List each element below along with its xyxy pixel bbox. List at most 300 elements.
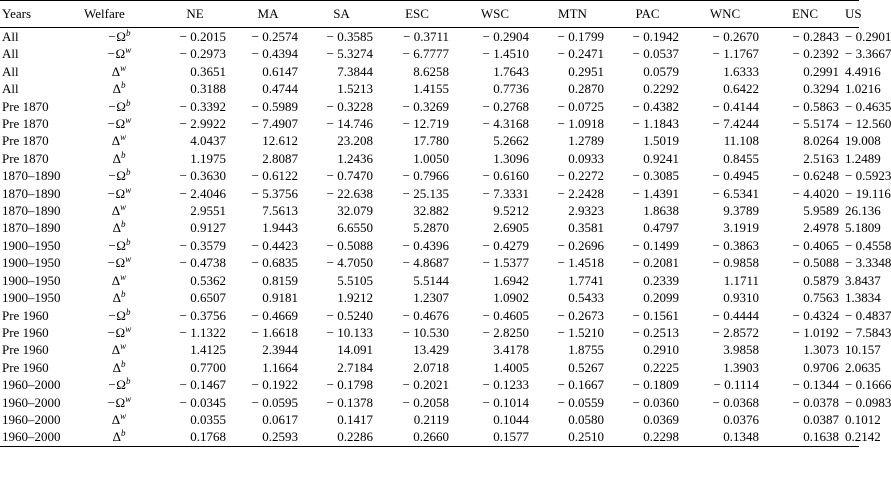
cell-us: 1.3834 <box>845 290 881 306</box>
welfare-symbol: Δ <box>111 203 121 219</box>
cell-pac: − 0.1942 <box>632 29 679 44</box>
cell-ne: − 1.1322 <box>179 324 226 340</box>
cell-sa: 2.7184 <box>337 359 373 375</box>
cell-enc: − 4.4020 <box>792 185 839 201</box>
cell-pac: 0.2298 <box>643 429 679 445</box>
cell-mtn: − 0.2471 <box>557 46 604 62</box>
welfare-superscript: b <box>120 149 126 160</box>
cell-us: − 3.3348 <box>845 255 891 271</box>
cell-ma: − 0.6835 <box>251 255 298 271</box>
table-body <box>0 28 891 447</box>
cell-enc: 0.9706 <box>803 359 839 375</box>
cell-esc: 0.2660 <box>413 429 449 445</box>
cell-esc: 13.429 <box>413 342 449 358</box>
cell-wsc: 1.0902 <box>493 290 529 306</box>
cell-ne: − 0.3579 <box>179 237 226 253</box>
cell-ne: 1.4125 <box>190 342 226 358</box>
cell-esc: − 4.8687 <box>402 255 449 271</box>
welfare-symbol: Ω <box>115 116 126 132</box>
cell-us: 0.2142 <box>845 429 881 445</box>
welfare-superscript: b <box>125 97 131 108</box>
cell-enc: 0.3294 <box>803 81 839 97</box>
cell-us: 1.2489 <box>845 150 881 166</box>
table-row <box>0 254 859 271</box>
welfare-symbol: Δ <box>112 220 121 236</box>
cell-esc: − 25.135 <box>402 185 449 201</box>
row-welfare <box>80 185 158 202</box>
table-row <box>0 45 859 62</box>
cell-enc: − 0.2843 <box>792 29 839 44</box>
cell-wsc: − 0.1233 <box>482 377 529 393</box>
table-row <box>0 411 859 428</box>
header-row <box>0 1 859 28</box>
cell-wnc: − 0.3863 <box>712 237 759 253</box>
cell-ne: 0.0355 <box>190 411 226 427</box>
row-years: Pre 1870 <box>2 150 49 166</box>
welfare-sign: − <box>106 185 116 201</box>
cell-wnc: 1.3903 <box>723 359 759 375</box>
cell-enc: 8.0264 <box>803 133 839 149</box>
header-sa: SA <box>333 6 350 22</box>
row-welfare <box>80 359 158 376</box>
cell-wnc: 0.9310 <box>723 290 759 306</box>
cell-mtn: − 1.0918 <box>557 116 604 132</box>
cell-ma: 0.2593 <box>262 429 298 445</box>
cell-ne: − 0.1467 <box>179 377 226 393</box>
cell-enc: 0.7563 <box>803 290 839 306</box>
header-wnc: WNC <box>709 6 741 22</box>
cell-sa: − 0.1798 <box>326 377 373 393</box>
cell-sa: 23.208 <box>337 133 373 149</box>
row-welfare <box>80 150 158 167</box>
cell-mtn: − 2.2428 <box>557 185 604 201</box>
cell-wsc: 1.4005 <box>493 359 529 375</box>
cell-ma: 2.8087 <box>262 150 298 166</box>
welfare-superscript: w <box>120 410 127 421</box>
welfare-superscript: b <box>120 219 126 230</box>
cell-ne: 0.1768 <box>190 429 226 445</box>
cell-pac: 0.2339 <box>643 272 679 288</box>
cell-ma: 7.5613 <box>262 203 298 219</box>
cell-us: − 7.5843 <box>845 324 891 340</box>
cell-us: − 3.3667 <box>845 46 891 62</box>
cell-pac: 0.2292 <box>643 81 679 97</box>
cell-pac: − 0.1561 <box>632 307 679 323</box>
cell-esc: 1.4155 <box>413 81 449 97</box>
cell-us: 3.8437 <box>845 272 881 288</box>
row-years: 1870–1890 <box>2 185 61 201</box>
row-years: 1870–1890 <box>2 203 61 219</box>
cell-ma: 1.9443 <box>262 220 298 236</box>
cell-sa: − 14.746 <box>326 116 373 132</box>
row-years: All <box>2 29 19 44</box>
row-years: 1870–1890 <box>2 220 61 236</box>
cell-sa: − 0.3228 <box>326 98 373 114</box>
cell-ma: − 0.0595 <box>251 394 298 410</box>
header-mtn: MTN <box>558 6 587 22</box>
cell-enc: − 0.4324 <box>792 307 839 323</box>
cell-sa: − 22.638 <box>326 185 373 201</box>
row-years: All <box>2 46 19 62</box>
cell-pac: 0.0579 <box>643 63 679 79</box>
cell-us: − 12.560 <box>845 116 891 132</box>
cell-enc: 0.1638 <box>803 429 839 445</box>
table-row <box>0 376 859 393</box>
cell-enc: 2.5163 <box>803 150 839 166</box>
header-pac: PAC <box>635 6 660 22</box>
header-enc: ENC <box>792 6 818 22</box>
welfare-sign: − <box>106 255 116 271</box>
row-welfare <box>80 202 158 219</box>
header-years: Years <box>2 6 32 22</box>
cell-esc: 8.6258 <box>413 63 449 79</box>
cell-ma: − 7.4907 <box>251 116 298 132</box>
row-welfare <box>80 307 158 324</box>
cell-us: − 0.4837 <box>845 307 891 323</box>
table-row <box>0 63 859 80</box>
welfare-symbol: Ω <box>116 168 126 184</box>
cell-ne: 0.9127 <box>190 220 226 236</box>
cell-enc: − 1.0192 <box>792 324 839 340</box>
row-welfare <box>80 394 158 411</box>
table-row <box>0 115 859 132</box>
cell-sa: − 0.3585 <box>326 29 373 44</box>
cell-pac: − 0.0360 <box>632 394 679 410</box>
row-welfare <box>80 98 158 115</box>
header-wsc: WSC <box>480 6 510 22</box>
cell-ma: 1.1664 <box>262 359 298 375</box>
cell-wnc: − 1.1767 <box>712 46 759 62</box>
row-years: 1960–2000 <box>2 411 61 427</box>
row-welfare <box>80 132 158 149</box>
table-row <box>0 324 859 341</box>
row-welfare <box>80 411 158 428</box>
table-row <box>0 150 859 167</box>
welfare-sign: − <box>107 307 117 323</box>
cell-wsc: 0.1577 <box>493 429 529 445</box>
cell-ne: − 0.0345 <box>179 394 226 410</box>
cell-ma: − 0.1922 <box>251 377 298 393</box>
cell-us: − 19.116 <box>845 185 891 201</box>
cell-wsc: 1.7643 <box>493 63 529 79</box>
cell-enc: 0.0387 <box>803 411 839 427</box>
cell-sa: − 4.7050 <box>326 255 373 271</box>
cell-wsc: 3.4178 <box>493 342 529 358</box>
welfare-symbol: Δ <box>111 411 121 427</box>
table-row <box>0 28 859 46</box>
cell-sa: 32.079 <box>337 203 373 219</box>
cell-wsc: − 0.4605 <box>482 307 529 323</box>
welfare-superscript: b <box>125 236 131 247</box>
cell-sa: 0.2286 <box>337 429 373 445</box>
welfare-symbol: Ω <box>116 377 126 393</box>
cell-enc: − 0.6248 <box>792 168 839 184</box>
cell-wnc: 9.3789 <box>723 203 759 219</box>
cell-ne: − 0.3630 <box>179 168 226 184</box>
cell-mtn: − 1.4518 <box>557 255 604 271</box>
cell-sa: 14.091 <box>337 342 373 358</box>
cell-us: − 0.5923 <box>845 168 891 184</box>
cell-enc: − 0.2392 <box>792 46 839 62</box>
cell-wnc: − 0.4444 <box>712 307 759 323</box>
cell-sa: − 0.5240 <box>326 307 373 323</box>
cell-esc: 1.2307 <box>413 290 449 306</box>
welfare-symbol: Δ <box>112 150 121 166</box>
cell-sa: − 0.7470 <box>326 168 373 184</box>
row-years: Pre 1960 <box>2 342 49 358</box>
cell-wsc: − 0.2768 <box>482 98 529 114</box>
cell-sa: 1.9212 <box>337 290 373 306</box>
row-welfare <box>80 272 158 289</box>
cell-mtn: − 0.2696 <box>557 237 604 253</box>
cell-ma: − 0.5989 <box>251 98 298 114</box>
cell-mtn: 1.2789 <box>568 133 604 149</box>
row-welfare <box>80 324 158 341</box>
cell-wsc: − 0.4279 <box>482 237 529 253</box>
welfare-symbol: Δ <box>112 290 121 306</box>
cell-us: − 0.0983 <box>845 394 891 410</box>
header-esc: ESC <box>405 6 429 22</box>
cell-ne: 1.1975 <box>190 150 226 166</box>
cell-us: 26.136 <box>845 203 881 219</box>
cell-mtn: 1.8755 <box>568 342 604 358</box>
cell-wnc: − 7.4244 <box>712 116 759 132</box>
cell-enc: 0.2991 <box>803 63 839 79</box>
cell-us: − 0.1666 <box>845 377 891 393</box>
table-row <box>0 341 859 358</box>
welfare-sign: − <box>107 237 117 253</box>
welfare-superscript: w <box>125 254 132 265</box>
cell-pac: 0.2225 <box>643 359 679 375</box>
cell-enc: − 5.5174 <box>792 116 839 132</box>
table-row <box>0 289 859 306</box>
row-years: Pre 1960 <box>2 307 49 323</box>
cell-wsc: 0.7736 <box>493 81 529 97</box>
table-row <box>0 185 859 202</box>
row-years: 1870–1890 <box>2 168 61 184</box>
cell-mtn: 0.3581 <box>568 220 604 236</box>
cell-pac: − 0.2513 <box>632 324 679 340</box>
row-years: Pre 1960 <box>2 324 49 340</box>
cell-esc: − 0.4676 <box>402 307 449 323</box>
cell-wnc: − 2.8572 <box>712 324 759 340</box>
table-row <box>0 202 859 219</box>
cell-us: 10.157 <box>845 342 881 358</box>
cell-ma: 2.3944 <box>262 342 298 358</box>
cell-enc: − 0.5088 <box>792 255 839 271</box>
cell-esc: 0.2119 <box>413 411 449 427</box>
cell-mtn: − 1.5210 <box>557 324 604 340</box>
cell-sa: − 10.133 <box>326 324 373 340</box>
table-row <box>0 98 859 115</box>
cell-mtn: − 0.0559 <box>557 394 604 410</box>
table-row <box>0 219 859 236</box>
cell-esc: − 0.2058 <box>402 394 449 410</box>
cell-pac: − 0.0537 <box>632 46 679 62</box>
cell-pac: − 1.1843 <box>632 116 679 132</box>
welfare-superscript: b <box>120 358 126 369</box>
welfare-symbol: Ω <box>115 255 126 271</box>
welfare-superscript: w <box>125 115 132 126</box>
cell-ma: 0.4744 <box>262 81 298 97</box>
table-row <box>0 394 859 411</box>
welfare-superscript: w <box>125 393 132 404</box>
cell-wsc: 1.6942 <box>493 272 529 288</box>
welfare-superscript: b <box>125 376 131 387</box>
cell-ne: 0.3651 <box>190 63 226 79</box>
welfare-symbol: Δ <box>112 359 121 375</box>
cell-sa: 0.1417 <box>337 411 373 427</box>
welfare-superscript: b <box>125 306 131 317</box>
row-welfare <box>80 115 158 132</box>
row-years: All <box>2 81 19 97</box>
cell-us: − 0.2901 <box>845 29 891 44</box>
cell-esc: 1.0050 <box>413 150 449 166</box>
cell-ma: 0.9181 <box>262 290 298 306</box>
cell-mtn: 1.7741 <box>568 272 604 288</box>
row-years: Pre 1870 <box>2 116 49 132</box>
row-welfare <box>80 63 158 80</box>
cell-esc: − 0.3269 <box>402 98 449 114</box>
welfare-sign: − <box>107 377 117 393</box>
row-years: All <box>2 63 19 79</box>
cell-pac: 0.0369 <box>643 411 679 427</box>
table-row <box>0 272 859 289</box>
cell-wnc: − 0.1114 <box>713 377 759 393</box>
row-years: 1960–2000 <box>2 429 61 445</box>
cell-ne: − 2.4046 <box>179 185 226 201</box>
cell-us: − 0.4558 <box>845 237 891 253</box>
cell-pac: − 1.4391 <box>632 185 679 201</box>
cell-ma: − 0.6122 <box>251 168 298 184</box>
cell-wnc: 1.6333 <box>723 63 759 79</box>
cell-ne: − 0.2015 <box>179 29 226 44</box>
table-row <box>0 132 859 149</box>
welfare-symbol: Ω <box>115 46 126 62</box>
cell-wnc: 0.8455 <box>723 150 759 166</box>
cell-wnc: 0.6422 <box>723 81 759 97</box>
cell-mtn: 0.2510 <box>568 429 604 445</box>
row-welfare <box>80 289 158 306</box>
cell-enc: 0.5879 <box>803 272 839 288</box>
cell-us: − 0.4635 <box>845 98 891 114</box>
cell-sa: 1.2436 <box>337 150 373 166</box>
cell-sa: 7.3844 <box>337 63 373 79</box>
row-years: 1960–2000 <box>2 377 61 393</box>
welfare-sign: − <box>107 29 117 44</box>
row-welfare <box>80 254 158 271</box>
table-row <box>0 307 859 324</box>
cell-enc: 1.3073 <box>803 342 839 358</box>
cell-wsc: − 0.1014 <box>482 394 529 410</box>
welfare-symbol: Ω <box>115 185 126 201</box>
cell-wsc: − 4.3168 <box>482 116 529 132</box>
welfare-superscript: w <box>120 271 127 282</box>
cell-ma: − 0.4423 <box>251 237 298 253</box>
cell-sa: 1.5213 <box>337 81 373 97</box>
cell-us: 5.1809 <box>845 220 881 236</box>
row-years: Pre 1870 <box>2 133 49 149</box>
cell-mtn: 2.9323 <box>568 203 604 219</box>
cell-ne: − 0.2973 <box>179 46 226 62</box>
row-welfare <box>80 376 158 393</box>
row-welfare <box>80 341 158 358</box>
cell-us: 0.1012 <box>845 411 881 427</box>
cell-ma: 12.612 <box>262 133 298 149</box>
cell-mtn: 0.2951 <box>568 63 604 79</box>
cell-ne: 0.5362 <box>190 272 226 288</box>
cell-esc: − 10.530 <box>402 324 449 340</box>
welfare-superscript: b <box>125 28 131 38</box>
welfare-superscript: b <box>120 80 126 91</box>
welfare-superscript: w <box>120 202 127 213</box>
cell-wnc: − 0.4945 <box>712 168 759 184</box>
cell-esc: 17.780 <box>413 133 449 149</box>
welfare-superscript: w <box>120 341 127 352</box>
cell-esc: 5.2870 <box>413 220 449 236</box>
welfare-sign: − <box>107 98 117 114</box>
welfare-superscript: w <box>120 132 127 143</box>
welfare-superscript: w <box>125 184 132 195</box>
cell-wnc: − 0.2670 <box>712 29 759 44</box>
row-welfare <box>80 45 158 62</box>
row-years: Pre 1960 <box>2 359 49 375</box>
cell-enc: − 0.4065 <box>792 237 839 253</box>
welfare-symbol: Ω <box>115 394 126 410</box>
cell-pac: 0.9241 <box>643 150 679 166</box>
welfare-symbol: Δ <box>112 81 121 97</box>
row-welfare <box>80 80 158 97</box>
cell-mtn: − 0.2272 <box>557 168 604 184</box>
cell-enc: − 0.1344 <box>792 377 839 393</box>
cell-pac: − 0.1499 <box>632 237 679 253</box>
cell-esc: − 0.3711 <box>403 29 449 44</box>
cell-ne: 0.3188 <box>190 81 226 97</box>
cell-wsc: − 1.4510 <box>482 46 529 62</box>
cell-ne: − 0.3392 <box>179 98 226 114</box>
cell-wnc: − 0.9858 <box>712 255 759 271</box>
cell-wnc: − 0.0368 <box>712 394 759 410</box>
cell-pac: 0.4797 <box>643 220 679 236</box>
cell-ne: 0.6507 <box>190 290 226 306</box>
cell-wsc: − 0.6160 <box>482 168 529 184</box>
cell-wsc: − 1.5377 <box>482 255 529 271</box>
cell-enc: − 0.5863 <box>792 98 839 114</box>
row-welfare <box>80 28 158 46</box>
welfare-superscript: w <box>120 62 127 73</box>
cell-ne: − 0.4738 <box>179 255 226 271</box>
welfare-symbol: Ω <box>116 29 126 44</box>
cell-mtn: 0.0580 <box>568 411 604 427</box>
welfare-sign: − <box>106 116 116 132</box>
cell-wsc: 0.1044 <box>493 411 529 427</box>
table-row <box>0 428 859 446</box>
cell-esc: 5.5144 <box>413 272 449 288</box>
cell-mtn: 0.5433 <box>568 290 604 306</box>
cell-ne: 2.9551 <box>190 203 226 219</box>
cell-ne: 0.7700 <box>190 359 226 375</box>
header-ma: MA <box>257 6 279 22</box>
cell-mtn: 0.0933 <box>568 150 604 166</box>
cell-mtn: − 0.1799 <box>557 29 604 44</box>
cell-ma: − 1.6618 <box>251 324 298 340</box>
cell-pac: − 0.3085 <box>632 168 679 184</box>
header-ne: NE <box>186 6 204 22</box>
cell-enc: − 0.0378 <box>792 394 839 410</box>
cell-mtn: − 0.0725 <box>557 98 604 114</box>
cell-pac: 1.5019 <box>643 133 679 149</box>
header-us: US <box>845 6 862 22</box>
